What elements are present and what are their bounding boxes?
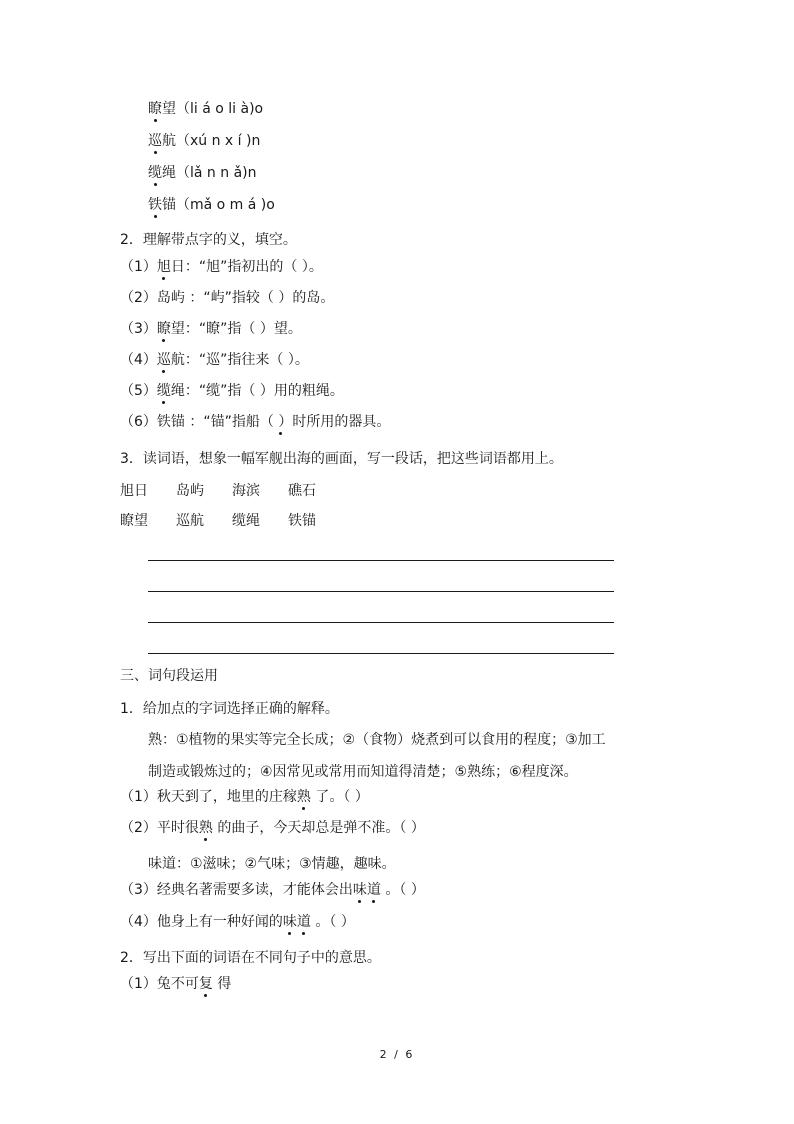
word-chip: 铁锚 bbox=[288, 513, 316, 529]
dotted-char: 复 bbox=[198, 976, 213, 992]
pinyin-text: （xú n x í )n bbox=[176, 133, 261, 149]
s3-q2-title: 2．写出下面的词语在不同句子中的意思。 bbox=[120, 950, 381, 966]
item-number: （1） bbox=[120, 976, 157, 992]
item-number: （4） bbox=[120, 352, 157, 368]
word-chip: 礁石 bbox=[288, 483, 316, 499]
dotted-char: 缆 bbox=[156, 383, 171, 399]
pinyin-line-1 bbox=[148, 99, 263, 119]
dotted-char: 味 bbox=[352, 882, 367, 898]
item-number: （1） bbox=[120, 789, 157, 805]
item-number: （6） bbox=[120, 414, 157, 430]
item-text: 绳：“缆”指（ ）用的粗绳。 bbox=[170, 383, 344, 399]
word-chip: 旭日 bbox=[120, 483, 148, 499]
writing-line[interactable] bbox=[148, 560, 614, 561]
dotted-char: 熟 bbox=[198, 820, 213, 836]
sentence-text: 。（ ） bbox=[310, 914, 355, 930]
char: 绳 bbox=[162, 165, 176, 181]
dotted-char: 瞭 bbox=[148, 101, 162, 117]
q2-item-5 bbox=[120, 381, 344, 401]
q2-item-3 bbox=[120, 319, 302, 339]
dotted-char: 巡 bbox=[148, 133, 162, 149]
q2-item-6 bbox=[120, 412, 390, 432]
q2-item-4 bbox=[120, 350, 309, 370]
dotted-char: 道 bbox=[366, 882, 381, 898]
writing-line[interactable] bbox=[148, 591, 614, 592]
sentence-text: 了。（ ） bbox=[310, 789, 369, 805]
writing-line[interactable] bbox=[148, 622, 614, 623]
shu-definition-line-2: 制造或锻炼过的；④因常见或常用而知道得清楚；⑤熟练；⑥程度深。 bbox=[148, 764, 578, 780]
item-text: 屿 ：“屿”指较（ ）的岛。 bbox=[170, 290, 335, 306]
pinyin-text: （li á o li à)o bbox=[176, 101, 264, 117]
word-chip: 岛屿 bbox=[176, 483, 204, 499]
shu-definition-line-1: 熟：①植物的果实等完全长成；②（食物）烧煮到可以食用的程度；③加工 bbox=[148, 732, 606, 748]
q2-title: 2．理解带点字的义，填空。 bbox=[120, 232, 297, 248]
item-number: （3） bbox=[120, 882, 157, 898]
sentence-text: 兔不可 bbox=[156, 976, 199, 992]
dotted-char: 味 bbox=[282, 914, 297, 930]
dotted-char: 旭 bbox=[156, 259, 171, 275]
item-number: （2） bbox=[120, 290, 157, 306]
writing-line[interactable] bbox=[148, 653, 614, 654]
sentence-text: 平时很 bbox=[156, 820, 199, 836]
sentence-text: 得 bbox=[212, 976, 232, 992]
char: 航 bbox=[162, 133, 176, 149]
item-text: 航：“巡”指往来（ ）。 bbox=[170, 352, 309, 368]
weidao-definition: 味道：①滋味；②气味；③情趣，趣味。 bbox=[148, 856, 396, 872]
char: 锚 bbox=[162, 197, 176, 213]
page-number: 2 / 6 bbox=[379, 1048, 415, 1061]
dotted-char: 巡 bbox=[156, 352, 171, 368]
word-chip: 海滨 bbox=[232, 483, 260, 499]
s3-q2-sentence-1 bbox=[120, 974, 231, 994]
section-title: 三、词句段运用 bbox=[120, 668, 218, 684]
dotted-char: 铁 bbox=[148, 197, 162, 213]
dotted-char: 缆 bbox=[148, 165, 162, 181]
char: 铁 bbox=[156, 414, 171, 430]
s3-sentence-3 bbox=[120, 880, 425, 900]
item-number: （1） bbox=[120, 259, 157, 275]
dotted-char: 道 bbox=[296, 914, 311, 930]
item-text: 望：“瞭”指（ ）望。 bbox=[170, 321, 302, 337]
dotted-char: 瞭 bbox=[156, 321, 171, 337]
q2-item-1 bbox=[120, 257, 323, 277]
item-number: （2） bbox=[120, 820, 157, 836]
pinyin-text: （mǎ o m á )o bbox=[176, 197, 275, 213]
pinyin-text: （lǎ n n ǎ)n bbox=[176, 165, 257, 181]
word-chip: 巡航 bbox=[176, 513, 204, 529]
sentence-text: 的曲子，今天却总是弹不准。（ ） bbox=[212, 820, 425, 836]
s3-sentence-2 bbox=[120, 818, 425, 838]
item-number: （5） bbox=[120, 383, 157, 399]
dotted-char: 熟 bbox=[296, 789, 311, 805]
q2-item-2 bbox=[120, 288, 334, 308]
s3-q1-title: 1．给加点的字词选择正确的解释。 bbox=[120, 701, 339, 717]
item-text: 日：“旭”指初出的（ ）。 bbox=[170, 259, 323, 275]
char: 望 bbox=[162, 101, 176, 117]
word-chip: 缆绳 bbox=[232, 513, 260, 529]
s3-sentence-4 bbox=[120, 912, 355, 932]
char: 岛 bbox=[156, 290, 171, 306]
word-chip: 瞭望 bbox=[120, 513, 148, 529]
dotted-char: 锚 ：“锚”指船（ ）时所用的器具。 bbox=[170, 414, 391, 430]
pinyin-line-2 bbox=[148, 131, 260, 151]
sentence-text: 经典名著需要多读，才能体会出 bbox=[156, 882, 353, 898]
pinyin-line-3 bbox=[148, 163, 256, 183]
sentence-text: 秋天到了，地里的庄稼 bbox=[156, 789, 297, 805]
pinyin-line-4 bbox=[148, 195, 275, 215]
item-number: （4） bbox=[120, 914, 157, 930]
sentence-text: 。（ ） bbox=[380, 882, 425, 898]
s3-sentence-1 bbox=[120, 787, 369, 807]
sentence-text: 他身上有一种好闻的 bbox=[156, 914, 283, 930]
item-number: （3） bbox=[120, 321, 157, 337]
q3-title: 3．读词语，想象一幅军舰出海的画面，写一段话，把这些词语都用上。 bbox=[120, 451, 563, 467]
